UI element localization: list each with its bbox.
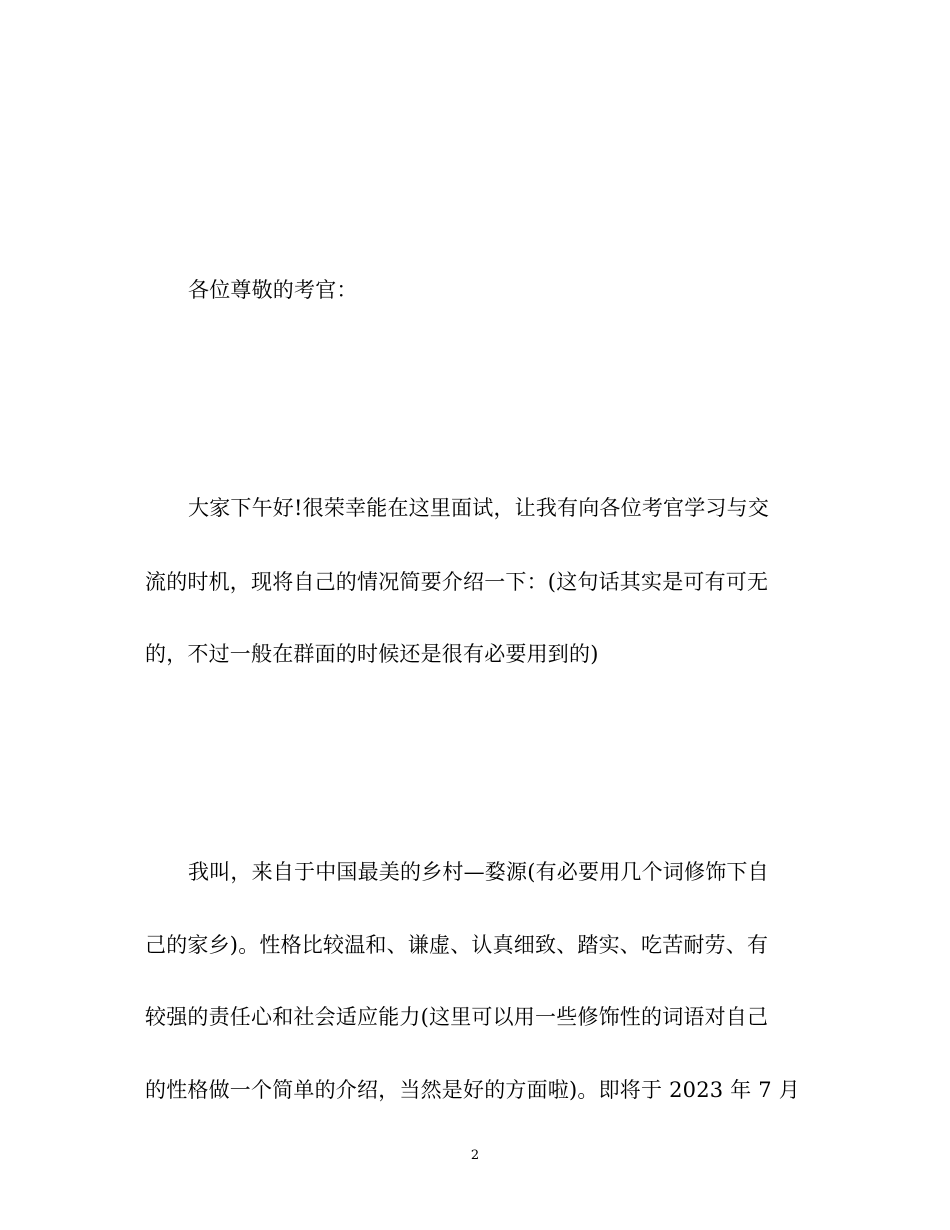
- paragraph-line: 大家下午好!很荣幸能在这里面试，让我有向各位考官学习与交: [188, 496, 770, 520]
- paragraph-line: 流的时机，现将自己的情况简要介绍一下：(这句话其实是可有可无: [145, 570, 769, 594]
- paragraph-line: 的，不过一般在群面的时候还是很有必要用到的): [145, 642, 599, 666]
- paragraph-line: 较强的责任心和社会适应能力(这里可以用一些修饰性的词语对自己: [145, 1005, 769, 1029]
- paragraph-line: 我叫，来自于中国最美的乡村—婺源(有必要用几个词修饰下自: [188, 860, 769, 884]
- paragraph-line: 的性格做一个简单的介绍，当然是好的方面啦)。即将于 2023 年 7 月: [145, 1078, 800, 1102]
- paragraph-line: 己的家乡)。性格比较温和、谦虚、认真细致、踏实、吃苦耐劳、有: [145, 933, 769, 957]
- page-number: 2: [470, 1148, 480, 1163]
- salutation: 各位尊敬的考官：: [188, 278, 358, 302]
